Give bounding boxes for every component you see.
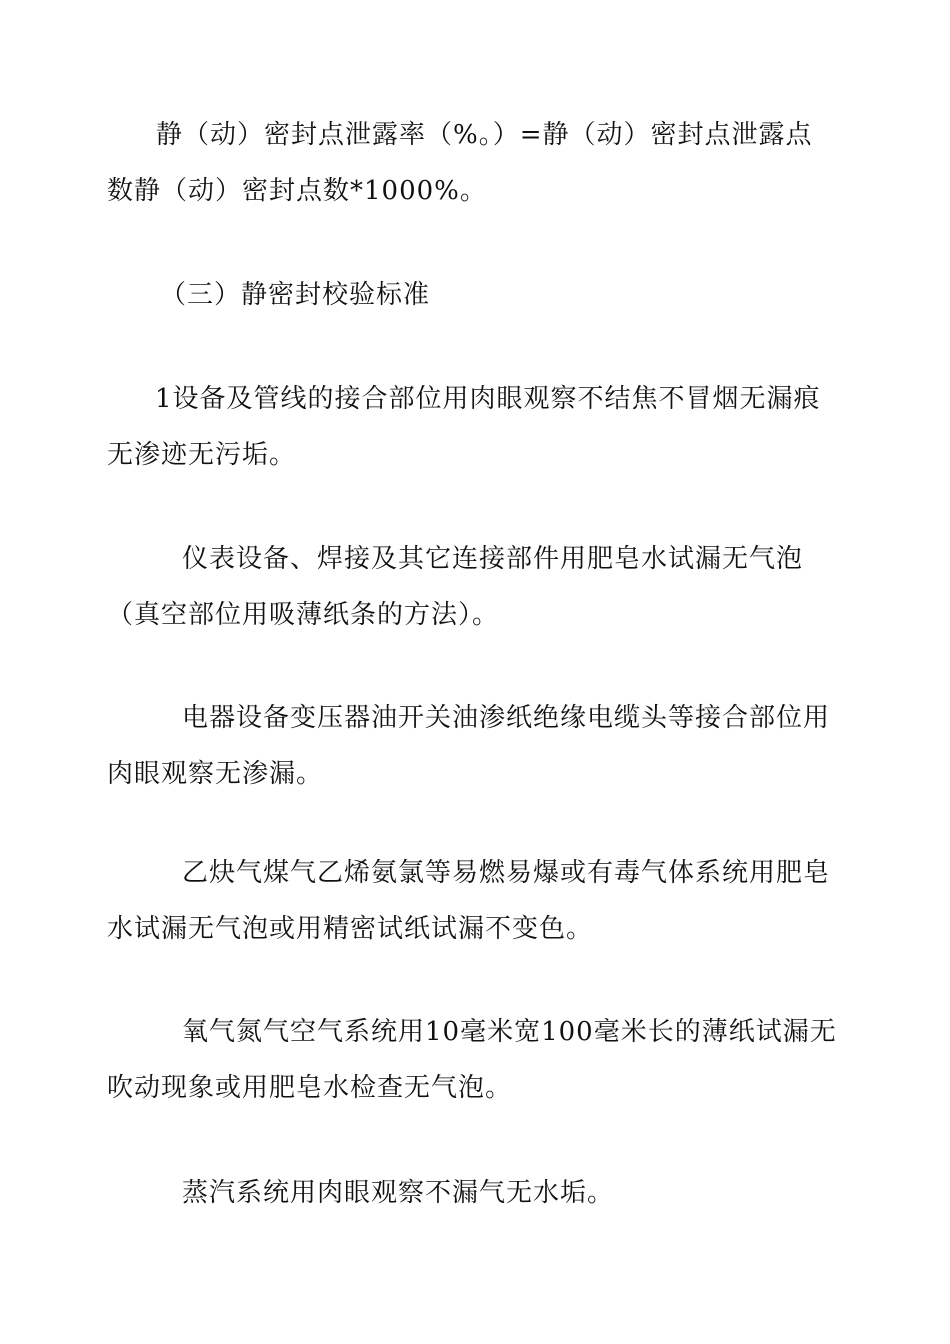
- text-line: 肉眼观察无渗漏。: [107, 759, 324, 789]
- section-heading: （三）静密封校验标准: [160, 280, 431, 310]
- text-line: 乙炔气煤气乙烯氨氯等易燃易爆或有毒气体系统用肥皂: [182, 858, 831, 888]
- text-line: 仪表设备、焊接及其它连接部件用肥皂水试漏无气泡: [182, 544, 804, 574]
- text-line: 蒸汽系统用肉眼观察不漏气无水垢。: [182, 1178, 615, 1208]
- text-line: 氧气氮气空气系统用10毫米宽100毫米长的薄纸试漏无: [182, 1017, 837, 1047]
- text-line: 水试漏无气泡或用精密试纸试漏不变色。: [107, 914, 594, 944]
- text-line: （真空部位用吸薄纸条的方法）。: [107, 600, 500, 630]
- text-line: 静（动）密封点泄露率（%。）=静（动）密封点泄露点: [156, 120, 813, 150]
- text-line: 无渗迹无污垢。: [107, 440, 297, 470]
- text-line: 数静（动）密封点数*1000%。: [107, 176, 487, 206]
- text-line: 吹动现象或用肥皂水检查无气泡。: [107, 1073, 513, 1103]
- text-line: 1设备及管线的接合部位用肉眼观察不结焦不冒烟无漏痕: [155, 384, 821, 414]
- text-line: 电器设备变压器油开关油渗纸绝缘电缆头等接合部位用: [182, 703, 831, 733]
